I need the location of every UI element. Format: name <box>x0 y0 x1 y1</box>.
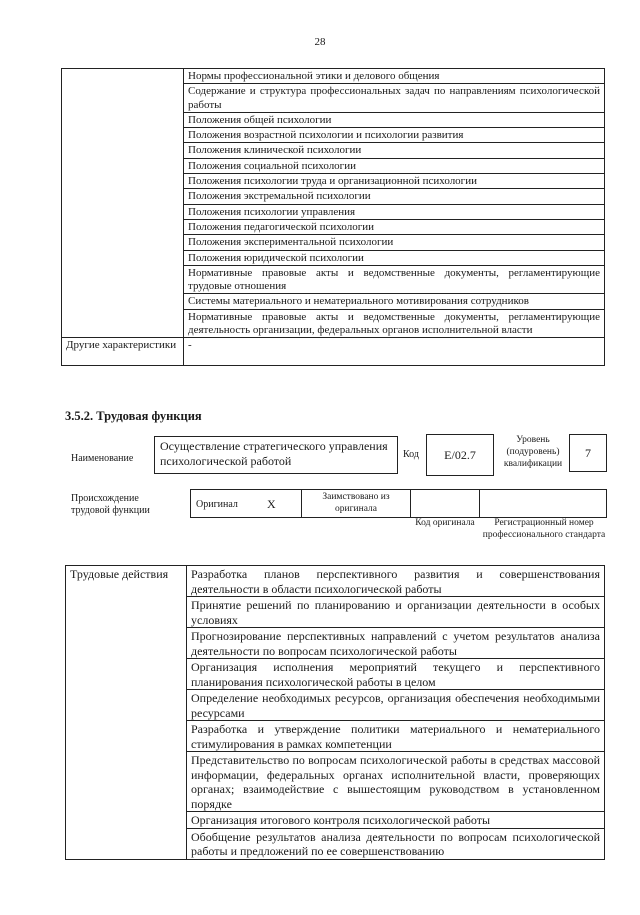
knowledge-cell: Положения социальной психологии <box>184 158 605 173</box>
code-original-caption: Код оригинала <box>415 518 475 528</box>
section-title: 3.5.2. Трудовая функция <box>65 409 202 423</box>
code-label: Код <box>403 449 419 460</box>
original-mark: X <box>267 497 276 511</box>
knowledge-cell: Нормативные правовые акты и ведомственные документы, регламентирующие деятельность организации, федеральных органов исполнительной власти <box>184 309 605 338</box>
knowledge-cell: Системы материального и нематериального мотивирования сотрудников <box>184 294 605 309</box>
action-cell: Прогнозирование перспективных направлений с учетом результатов анализа деятельности по вопросам психологической работы <box>187 628 605 659</box>
knowledge-cell: Нормы профессиональной этики и делового общения <box>184 69 605 84</box>
knowledge-cell: Содержание и структура профессиональных задач по направлениям психологической работы <box>184 84 605 113</box>
knowledge-cell: Положения общей психологии <box>184 112 605 127</box>
original-label: Оригинал <box>196 499 238 510</box>
other-characteristics-value: - <box>184 338 605 366</box>
reg-number-caption: Регистрационный номер профессионального стандарта <box>482 518 606 540</box>
action-cell: Разработка и утверждение политики материального и нематериального стимулирования в рамках компетенции <box>187 721 605 752</box>
knowledge-cell: Нормативные правовые акты и ведомственные документы, регламентирующие трудовые отношения <box>184 265 605 294</box>
action-cell: Разработка планов перспективного развития и совершенствования деятельности в области психологической работы <box>187 566 605 597</box>
reg-number-box <box>479 489 607 518</box>
knowledge-cell: Положения экспериментальной психологии <box>184 235 605 250</box>
table-row <box>66 566 605 597</box>
action-cell: Определение необходимых ресурсов, организация обеспечения необходимыми ресурсами <box>187 690 605 721</box>
name-label: Наименование <box>71 453 134 464</box>
action-cell: Представительство по вопросам психологической работы в средствах массовой информации, федеральных органах исполнительной власти, проверяющих органах; взаимодействие с вышестоящим руководством в установленном порядке <box>187 752 605 812</box>
action-cell: Организация итогового контроля психологической работы <box>187 812 605 829</box>
other-characteristics-label: Другие характеристики <box>62 338 184 366</box>
table-row <box>62 69 605 84</box>
qualification-level-label: Уровень (подуровень) квалификации <box>503 435 563 469</box>
knowledge-cell: Положения экстремальной психологии <box>184 189 605 204</box>
knowledge-table <box>61 68 605 366</box>
knowledge-cell: Положения юридической психологии <box>184 250 605 265</box>
labor-actions-table <box>65 565 605 860</box>
qualification-level-box: 7 <box>569 434 607 472</box>
function-name-box: Осуществление стратегического управления психологической работой <box>154 436 398 474</box>
page-number: 28 <box>314 36 326 48</box>
action-cell: Принятие решений по планированию и организации деятельности в особых условиях <box>187 597 605 628</box>
knowledge-cell: Положения психологии управления <box>184 204 605 219</box>
knowledge-cell: Положения клинической психологии <box>184 143 605 158</box>
action-cell: Организация исполнения мероприятий текущего и перспективного планирования психологической работы в целом <box>187 659 605 690</box>
action-cell: Обобщение результатов анализа деятельности по вопросам психологической работы и предложений по ее совершенствованию <box>187 828 605 859</box>
code-original-box <box>410 489 480 518</box>
knowledge-cell: Положения психологии труда и организационной психологии <box>184 174 605 189</box>
table-row <box>62 338 605 366</box>
borrowed-box: Заимствовано из оригинала <box>301 489 411 518</box>
knowledge-cell: Положения возрастной психологии и психологии развития <box>184 128 605 143</box>
knowledge-label-cell <box>62 69 184 338</box>
code-box: E/02.7 <box>426 434 494 476</box>
labor-actions-label: Трудовые действия <box>66 566 187 860</box>
origin-label: Происхождение трудовой функции <box>71 493 150 516</box>
knowledge-cell: Положения педагогической психологии <box>184 219 605 234</box>
